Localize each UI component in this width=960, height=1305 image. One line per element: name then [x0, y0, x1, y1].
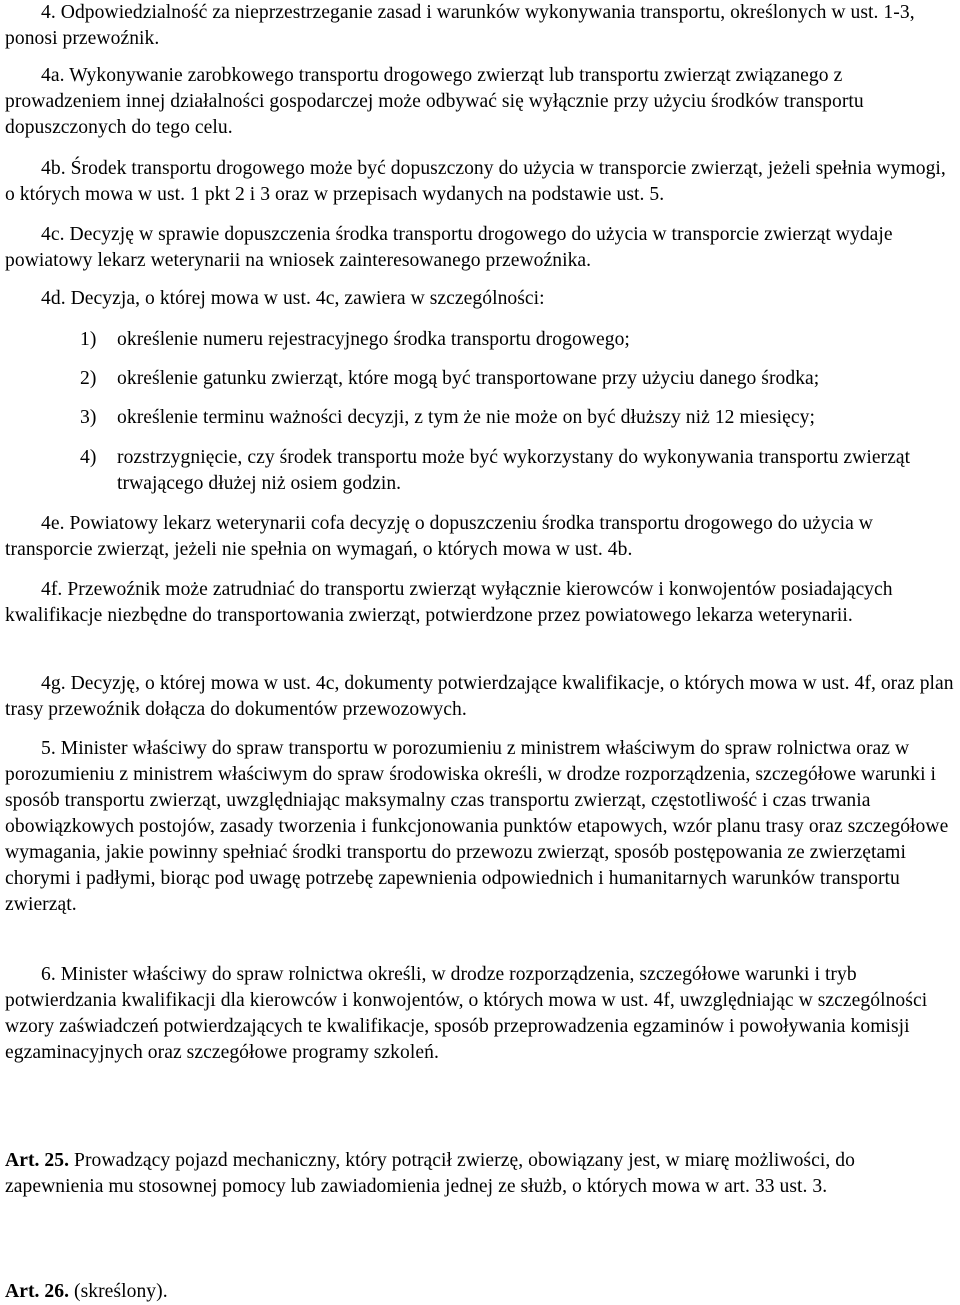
paragraph-number: 4a.	[41, 65, 65, 86]
article-26	[5, 1279, 955, 1305]
paragraph-number: 4g.	[41, 673, 66, 694]
paragraph-text: Powiatowy lekarz weterynarii cofa decyzję o dopuszczeniu środka transportu drogowego do użycia w transporcie zwierząt, jeżeli nie spełnia on wymagań, o których mowa w ust. 4b.	[5, 513, 874, 560]
list-item	[80, 366, 950, 392]
paragraph-4	[5, 0, 955, 52]
paragraph-number: 4d.	[41, 288, 66, 309]
paragraph-number: 4b.	[41, 158, 66, 179]
paragraph-text: Minister właściwy do spraw transportu w porozumieniu z ministrem właściwym do spraw rolnictwa oraz w porozumieniu z ministrem właściwym do spraw środowiska określi, w drodze rozporządzenia, szczegółowe warunki i sposób transportu zwierząt, uwzględniając maksymalny czas transportu zwierząt, częstotliwość i czas trwania obowiązkowych postojów, zasady tworzenia i funkcjonowania punktów etapowych, wzór planu trasy oraz szczegółowe wymagania, jakie powinny spełniać środki transportu do przewozu zwierząt, sposób postępowania ze zwierzętami chorymi i padłymi, biorąc pod uwagę potrzebę zapewnienia odpowiednich i humanitarnych warunków transportu zwierząt.	[5, 738, 949, 915]
list-item-number: 1)	[80, 329, 97, 350]
paragraph-number: 5.	[41, 738, 56, 759]
list-item	[80, 445, 950, 497]
list-item	[80, 327, 950, 353]
paragraph-text: Odpowiedzialność za nieprzestrzeganie zasad i warunków wykonywania transportu, określonych w ust. 1-3, ponosi przewoźnik.	[5, 2, 915, 49]
paragraph-number: 4c.	[41, 224, 65, 245]
list-item-number: 3)	[80, 407, 97, 428]
paragraph-4a	[5, 63, 955, 141]
paragraph-4c	[5, 222, 955, 274]
paragraph-text: Przewoźnik może zatrudniać do transportu zwierząt wyłącznie kierowców i konwojentów posiadających kwalifikacje niezbędne do transportowania zwierząt, potwierdzone przez powiatowego lekarza weterynarii.	[5, 579, 893, 626]
paragraph-text: Środek transportu drogowego może być dopuszczony do użycia w transporcie zwierząt, jeżeli spełnia wymogi, o których mowa w ust. 1 pkt 2 i 3 oraz w przepisach wydanych na podstawie ust. 5.	[5, 158, 946, 205]
paragraph-number: 4.	[41, 2, 56, 23]
paragraph-4e	[5, 511, 955, 563]
paragraph-number: 4e.	[41, 513, 65, 534]
list-item-number: 2)	[80, 368, 97, 389]
paragraph-number: 6.	[41, 964, 56, 985]
paragraph-5	[5, 736, 955, 918]
list-item	[80, 405, 950, 431]
list-item-text: rozstrzygnięcie, czy środek transportu może być wykorzystany do wykonywania transportu zwierząt trwającego dłużej niż osiem godzin.	[117, 447, 911, 494]
paragraph-6	[5, 962, 955, 1066]
paragraph-4d	[5, 286, 955, 312]
list-item-text: określenie numeru rejestracyjnego środka transportu drogowego;	[117, 329, 630, 350]
list-item-text: określenie terminu ważności decyzji, z tym że nie może on być dłuższy niż 12 miesięcy;	[117, 407, 816, 428]
paragraph-number: 4f.	[41, 579, 63, 600]
paragraph-text: Minister właściwy do spraw rolnictwa określi, w drodze rozporządzenia, szczegółowe warunki i tryb potwierdzania kwalifikacji dla kierowców i konwojentów, o których mowa w ust. 4f, uwzględniając w szczególności wzory zaświadczeń potwierdzających te kwalifikacje, sposób przeprowadzenia egzaminów i powoływania komisji egzaminacyjnych oraz szczegółowe programy szkoleń.	[5, 964, 928, 1063]
article-label: Art. 25.	[5, 1150, 70, 1171]
paragraph-text: Decyzja, o której mowa w ust. 4c, zawiera w szczególności:	[70, 288, 545, 309]
article-25	[5, 1148, 955, 1200]
paragraph-4f	[5, 577, 955, 629]
list-item-number: 4)	[80, 447, 97, 468]
list-item-text: określenie gatunku zwierząt, które mogą być transportowane przy użyciu danego środka;	[117, 368, 820, 389]
paragraph-text: Decyzję, o której mowa w ust. 4c, dokumenty potwierdzające kwalifikacje, o których mowa w ust. 4f, oraz plan trasy przewoźnik dołącza do dokumentów przewozowych.	[5, 673, 954, 720]
article-text: Prowadzący pojazd mechaniczny, który potrącił zwierzę, obowiązany jest, w miarę możliwości, do zapewnienia mu stosownej pomocy lub zawiadomienia jednej ze służb, o których mowa w art. 33 ust. 3.	[5, 1150, 855, 1197]
paragraph-text: Decyzję w sprawie dopuszczenia środka transportu drogowego do użycia w transporcie zwierząt wydaje powiatowy lekarz weterynarii na wniosek zainteresowanego przewoźnika.	[5, 224, 893, 271]
article-label: Art. 26.	[5, 1281, 70, 1302]
article-text: (skreślony).	[74, 1281, 168, 1302]
paragraph-text: Wykonywanie zarobkowego transportu drogowego zwierząt lub transportu zwierząt związanego z prowadzeniem innej działalności gospodarczej może odbywać się wyłącznie przy użyciu środków transportu dopuszczonych do tego celu.	[5, 65, 864, 138]
paragraph-4b	[5, 156, 955, 208]
paragraph-4g	[5, 671, 955, 723]
